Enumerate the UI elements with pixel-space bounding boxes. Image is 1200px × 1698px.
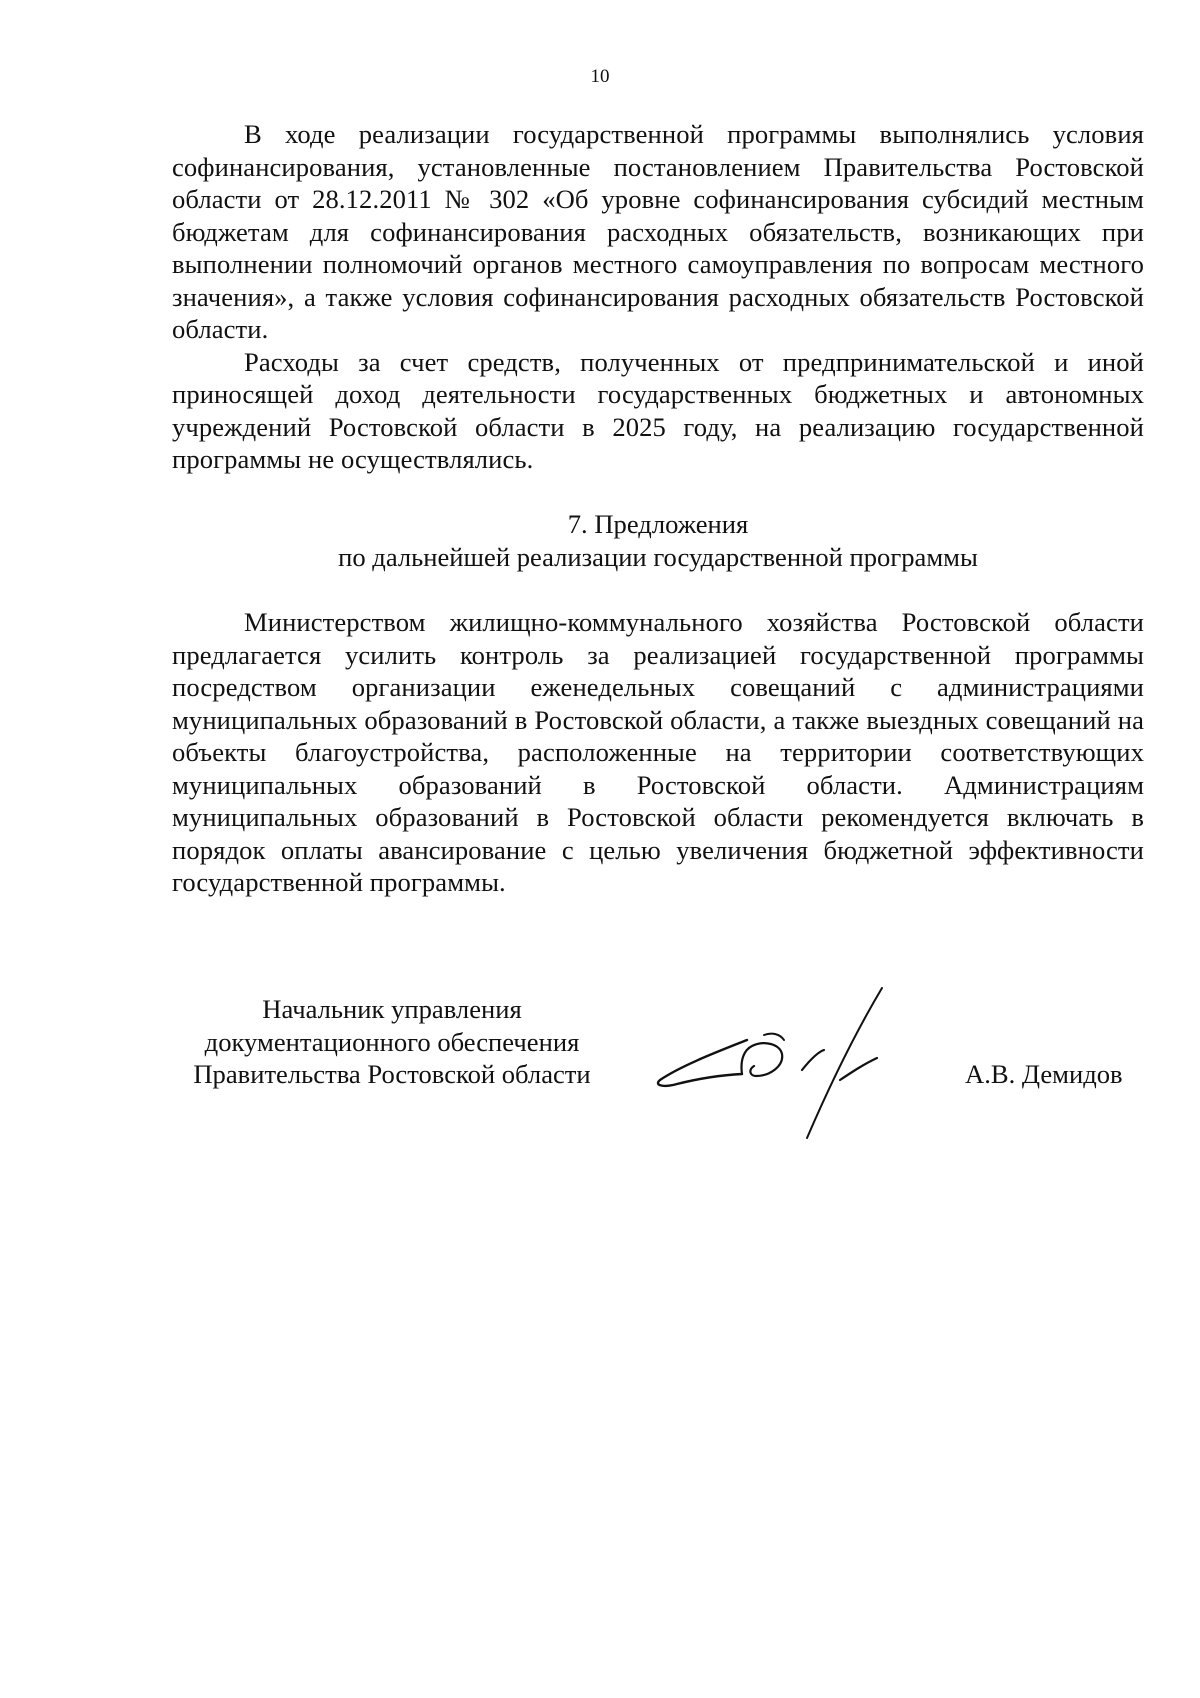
- section-title-line2: по дальнейшей реализации государственной программы: [338, 541, 978, 572]
- paragraph-cofinancing: В ходе реализации государственной программы выполнялись условия софинансирования, установленные постановлением Правительства Ростовской области от 28.12.2011 № 302 «Об уровне софинансирования субсидий местным бюджетам для софинансирования расходных обязательств, возникающих при выполнении полномочий органов местного самоуправления по вопросам местного значения», а также условия софинансирования расходных обязательств Ростовской области.: [172, 119, 1144, 344]
- position-line1: Начальник управления: [262, 994, 522, 1024]
- signature-stroke-loop: [741, 1043, 782, 1076]
- section-title-line1: 7. Предложения: [567, 509, 749, 539]
- signature-stroke-slash: [807, 988, 882, 1138]
- signatory-position: [172, 993, 612, 1091]
- signature-stroke-tick: [802, 1050, 824, 1070]
- signature-strokes: [658, 988, 882, 1138]
- section-heading: [172, 508, 1144, 573]
- handwritten-signature: [652, 980, 942, 1140]
- signature-stroke-hook: [764, 1034, 784, 1040]
- body-paragraphs: [172, 118, 1144, 476]
- signature-stroke-base: [658, 1040, 747, 1086]
- position-line2: документационного обеспечения: [204, 1026, 580, 1057]
- paragraph-expenses: Расходы за счет средств, полученных от предпринимательской и иной приносящей доход деятельности государственных бюджетных и автономных учреждений Ростовской области в 2025 году, на реализацию государственной программы не осуществлялись.: [172, 346, 1144, 474]
- paragraph-proposals: Министерством жилищно-коммунального хозяйства Ростовской области предлагается усилить контроль за реализацией государственной программы посредством организации еженедельных совещаний с администрациями муниципальных образований в Ростовской области, а также выездных совещаний на объекты благоустройства, расположенные на территории соответствующих муниципальных образований в Ростовской области. Администрациям муниципальных образований в Ростовской области рекомендуется включать в порядок оплаты авансирование с целью увеличения бюджетной эффективности государственной программы.: [172, 607, 1144, 897]
- page-number: 10: [590, 66, 610, 87]
- signatory-name: А.В. Демидов: [965, 1059, 1123, 1089]
- position-line3: Правительства Ростовской области: [193, 1059, 591, 1089]
- section-body: [172, 606, 1144, 899]
- signature-stroke-tail: [840, 1058, 877, 1080]
